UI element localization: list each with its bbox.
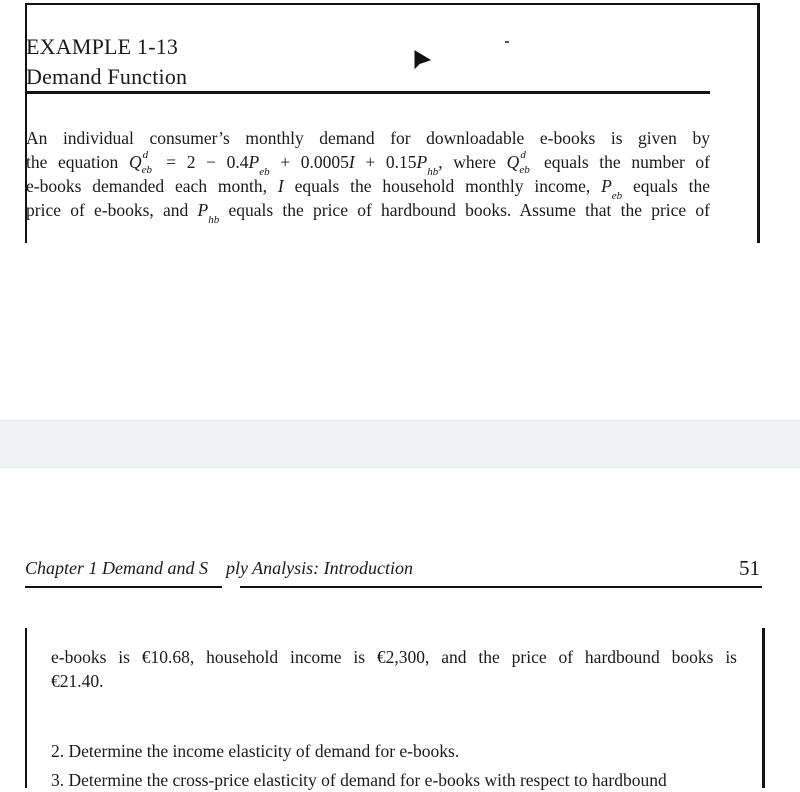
mouse-pointer-icon: [413, 49, 433, 73]
running-head-left: Chapter 1 Demand and S: [25, 558, 208, 578]
example-heading: [26, 32, 187, 92]
page-number: 51: [739, 556, 760, 580]
paragraph-line-3: e-books demanded each month, I equals the household monthly income, $P_{eb}$ equals the: [26, 176, 710, 202]
speck: [505, 41, 509, 43]
running-head-rule-left: [25, 586, 222, 588]
running-head-right: ply Analysis: Introduction: [226, 558, 413, 578]
paragraph-line-4: price of e-books, and $P_{hb}$ equals the price of hardbound books. Assume that the price of: [26, 200, 710, 226]
question-3-partial: 3. Determine the cross-price elasticity of demand for e-books with respect to hardbound: [51, 770, 667, 790]
continuation-line-1: e-books is €10.68, household income is €2,300, and the price of hardbound books is: [51, 647, 737, 667]
example-heading-rule: [26, 91, 710, 94]
running-head: [25, 558, 413, 579]
example-paragraph: [26, 126, 711, 226]
continuation-paragraph: [51, 645, 737, 693]
page-gap-separator: [0, 420, 800, 468]
example-number: EXAMPLE 1-13: [26, 34, 179, 59]
paragraph-line-1: An individual consumer’s monthly demand for downloadable e-books is given by: [26, 128, 710, 148]
example-title: Demand Function: [26, 64, 188, 89]
running-head-rule-right: [240, 586, 762, 588]
question-2: 2. Determine the income elasticity of demand for e-books.: [51, 741, 460, 761]
paragraph-line-2: the equation Q d eb = $2 - 0.4P_{eb} + 0.0005I + 0.15P_{hb}$, where Q d eb equals the number of: [26, 148, 711, 178]
continuation-line-2: €21.40.: [51, 671, 104, 691]
